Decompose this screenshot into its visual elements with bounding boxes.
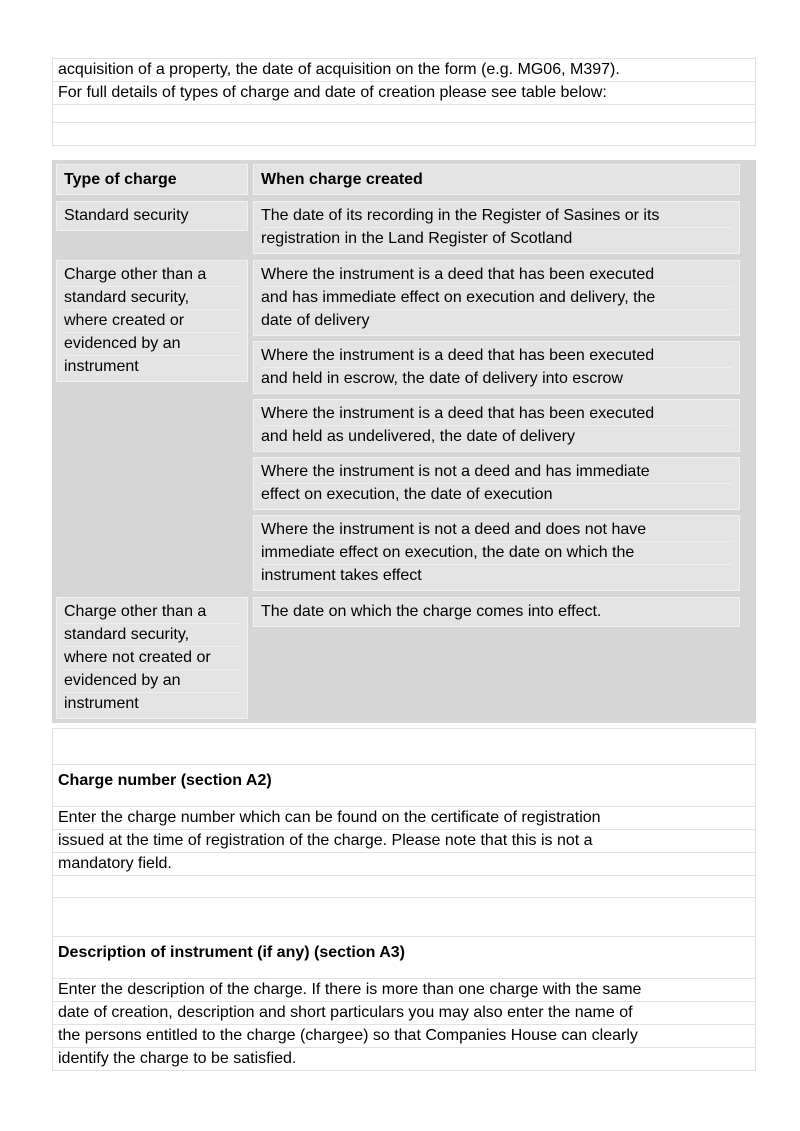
- when-box: [253, 457, 740, 510]
- cell-line: The date of its recording in the Register of Sasines or its: [261, 205, 732, 228]
- type-box: [56, 260, 248, 382]
- cell-line: Charge other than a: [64, 601, 240, 624]
- when-cell: [248, 597, 752, 719]
- charge-table: [52, 160, 756, 723]
- type-cell: [56, 260, 248, 591]
- section-heading-a2: Charge number (section A2): [53, 765, 755, 807]
- section-a3-line: the persons entitled to the charge (chargee) so that Companies House can clearly: [53, 1025, 755, 1048]
- section-a3-line: date of creation, description and short particulars you may also enter the name of: [53, 1002, 755, 1025]
- spacer-row: [53, 876, 755, 898]
- cell-line: where not created or: [64, 647, 240, 670]
- table-header-row: [56, 164, 752, 195]
- section-a2-line: issued at the time of registration of the charge. Please note that this is not a: [53, 830, 755, 853]
- header-cell-type: [56, 164, 248, 195]
- section-a2-line: Enter the charge number which can be found on the certificate of registration: [53, 807, 755, 830]
- when-box: [253, 341, 740, 394]
- type-cell: [56, 597, 248, 719]
- cell-line: Where the instrument is not a deed and does not have: [261, 519, 732, 542]
- when-box: [253, 515, 740, 591]
- section-a3-line: identify the charge to be satisfied.: [53, 1048, 755, 1071]
- when-box: [253, 201, 740, 254]
- type-box: [56, 597, 248, 719]
- cell-line: evidenced by an: [64, 670, 240, 693]
- when-cell: [248, 260, 752, 591]
- table-row: [56, 260, 752, 591]
- cell-line: Charge other than a: [64, 264, 240, 287]
- type-box: [56, 201, 248, 231]
- table-row: [56, 597, 752, 719]
- header-box: [253, 164, 740, 195]
- when-box: [253, 260, 740, 336]
- type-cell: [56, 201, 248, 254]
- intro-line: For full details of types of charge and date of creation please see table below:: [53, 82, 755, 105]
- cell-line: and held in escrow, the date of delivery into escrow: [261, 370, 623, 387]
- column-header: Type of charge: [64, 171, 177, 188]
- cell-line: registration in the Land Register of Scotland: [261, 230, 573, 247]
- cell-line: instrument: [64, 695, 139, 712]
- spacer-row: [53, 105, 755, 123]
- when-cell: [248, 201, 752, 254]
- section-a3-line: Enter the description of the charge. If there is more than one charge with the same: [53, 979, 755, 1002]
- cell-line: instrument takes effect: [261, 567, 422, 584]
- lower-sections: [52, 728, 756, 1071]
- cell-line: and held as undelivered, the date of delivery: [261, 428, 575, 445]
- spacer-row: [53, 729, 755, 765]
- document-content: [52, 58, 756, 1071]
- spacer-row: [53, 123, 755, 146]
- cell-line: effect on execution, the date of execution: [261, 486, 553, 503]
- when-box: [253, 597, 740, 627]
- spacer-row: [53, 898, 755, 937]
- cell-line: Where the instrument is a deed that has been executed: [261, 403, 732, 426]
- section-a2-line: mandatory field.: [53, 853, 755, 876]
- header-box: [56, 164, 248, 195]
- intro-line: acquisition of a property, the date of acquisition on the form (e.g. MG06, M397).: [53, 59, 755, 82]
- cell-line: standard security,: [64, 624, 240, 647]
- cell-line: Where the instrument is a deed that has been executed: [261, 264, 732, 287]
- intro-block: [52, 58, 756, 146]
- cell-line: and has immediate effect on execution and delivery, the: [261, 287, 732, 310]
- cell-line: Where the instrument is a deed that has been executed: [261, 345, 732, 368]
- cell-line: date of delivery: [261, 312, 370, 329]
- cell-line: evidenced by an: [64, 333, 240, 356]
- cell-line: Standard security: [64, 207, 189, 224]
- cell-line: instrument: [64, 358, 139, 375]
- when-box: [253, 399, 740, 452]
- cell-line: where created or: [64, 310, 240, 333]
- cell-line: standard security,: [64, 287, 240, 310]
- cell-line: immediate effect on execution, the date on which the: [261, 542, 732, 565]
- section-heading-a3: Description of instrument (if any) (section A3): [53, 937, 755, 979]
- cell-line: Where the instrument is not a deed and has immediate: [261, 461, 732, 484]
- column-header: When charge created: [261, 171, 423, 188]
- header-cell-when: [248, 164, 752, 195]
- table-row: [56, 201, 752, 254]
- cell-line: The date on which the charge comes into effect.: [261, 603, 602, 620]
